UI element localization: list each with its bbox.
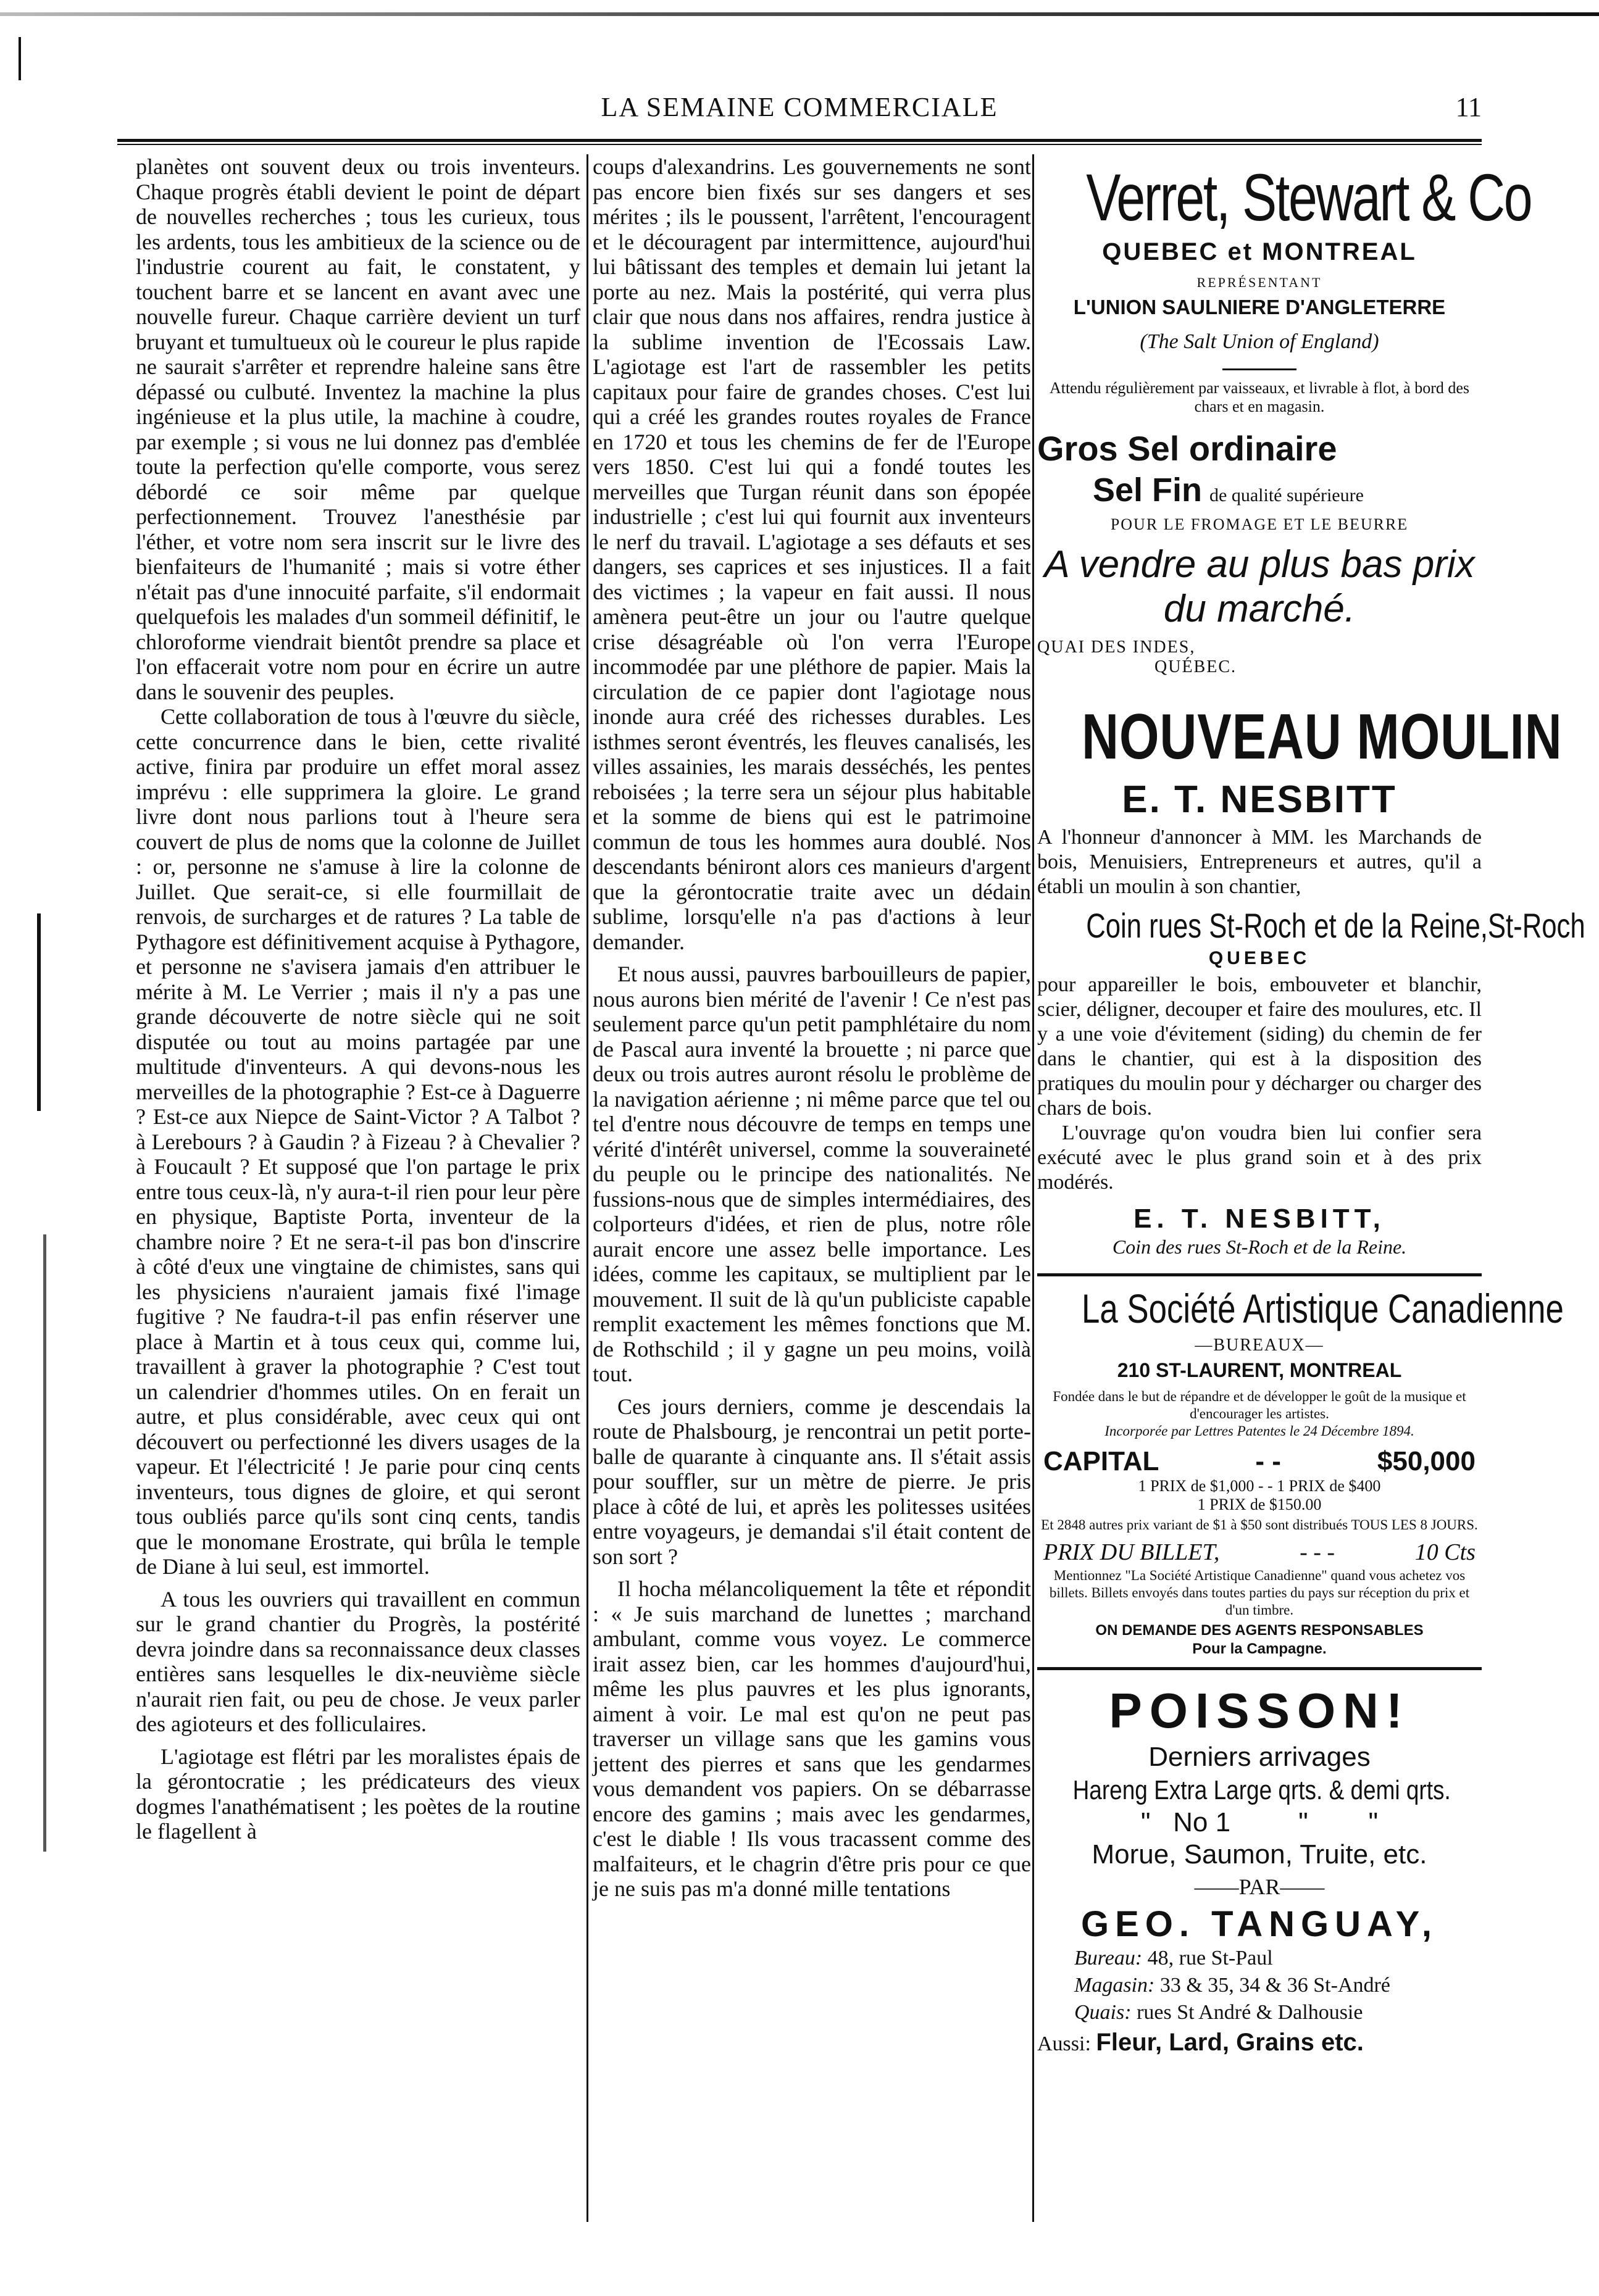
ad-qualite: de qualité supérieure [1209, 485, 1364, 505]
billet-dashes: - - - [1300, 1539, 1335, 1565]
ad-quebec: QUÉBEC. [1154, 657, 1237, 676]
article-paragraph: Et nous aussi, pauvres barbouilleurs de papier, nous aurons bien mérité de l'avenir ! Ce n'est pas seulement parce qu'un petit pamphlétaire du nom de Pascal aura inventé la brouette ; ni parce que deux ou trois autres auront résolu le problème de la navigation aérienne ; ni même parce que tel ou tel d'entre nous découvre de temps en temps une vérité d'intérêt universel, comme la souveraineté du peuple ou le principe des nationalités. Ne fussions-nous que de simples intermédiaires, des colporteurs d'idées, et rien de plus, notre rôle aurait encore une assez belle importance. Les idées, comme les capitaux, se multiplient par le mouvement. Il suit de là qu'un publiciste capable remplit exactement les mêmes fonctions que M. de Rothschild ; il y gagne un peu moins, voilà tout. [593, 962, 1031, 1386]
article-paragraph: Ces jours derniers, comme je descendais la route de Phalsbourg, je rencontrai un petit porte-balle de quarante à cinquante ans. Il s'était assis pour souffler, sur un mètre de pierre. Je pris place à côté de lui, et après les politesses usitées entre voyageurs, je demandai s'il était content de son sort ? [593, 1394, 1031, 1569]
ad-poisson-bureau [1074, 1945, 1482, 1972]
article-paragraph: A tous les ouvriers qui travaillent en commun sur le grand chantier du Progrès, la postérité devra joindre dans sa reconnaissance deux classes entières sans lesquelles le dix-neuvième siècle n'aurait rien fait, ou peu de chose. Je veux parler des agioteurs et des folliculaires. [136, 1586, 580, 1736]
capital-label: CAPITAL [1043, 1446, 1159, 1476]
ad-short-rule [1222, 368, 1296, 370]
ad-moulin-name: E. T. NESBITT [1122, 778, 1397, 821]
advertisement-column [1037, 154, 1585, 2253]
bureau-value: 48, rue St-Paul [1147, 1947, 1273, 1969]
ad-cities: QUEBEC et MONTREAL [1102, 238, 1417, 265]
ad-moulin-corner: Coin rues St-Roch et de la Reine,St-Roch [1086, 906, 1585, 945]
ad-poisson-no1: " No 1 " " [1140, 1807, 1379, 1837]
ad-quai: QUAI DES INDES, [1037, 638, 1196, 657]
ad-pour-line: POUR LE FROMAGE ET LE BEURRE [1110, 515, 1409, 533]
ad-moulin-intro: A l'honneur d'annoncer à MM. les Marchands de bois, Menuisiers, Entrepreneurs et autres, qu'il a établi un moulin à son chantier, [1037, 826, 1482, 898]
ad-societe-prize-1: 1 PRIX de $1,000 - - 1 PRIX de $400 [1138, 1477, 1381, 1495]
bureau-label: Bureau: [1074, 1947, 1143, 1969]
ad-societe-fondee: Fondée dans le but de répandre et de développer le goût de la musique et d'encourager les artistes. [1053, 1389, 1466, 1421]
capital-value: $50,000 [1377, 1446, 1476, 1476]
margin-mark-middle [37, 913, 41, 1111]
ad-societe-address: 210 ST-LAURENT, MONTREAL [1117, 1359, 1402, 1381]
ad-poisson-aussi [1037, 2029, 1482, 2057]
page-number: 11 [1455, 92, 1482, 122]
ad-societe-incorporee: Incorporée par Lettres Patentes le 24 Décembre 1894. [1104, 1423, 1414, 1439]
ad-societe-bureaux: —BUREAUX— [1195, 1336, 1324, 1355]
quais-value: rues St André & Dalhousie [1137, 2001, 1363, 2024]
ad-societe-billet [1037, 1539, 1482, 1566]
article-paragraph: Il hocha mélancoliquement la tête et répondit : « Je suis marchand de lunettes ; marchand ambulant, comme vous voyez. Le commerce irait assez bien, car les hommes d'aujourd'hui, même les plus pauvres et les plus ignorants, aiment à voir. Le mal est qu'on ne peut pas traverser un village sans que les gamins vous jettent des pierres et sans que les gendarmes vous demandent vos papiers. On se débarrasse encore des gamins ; mais avec les gendarmes, c'est le diable ! Ils vous tracassent comme des malfaiteurs, et le chagrin d'être pris pour ce que je ne suis pas m'a donné mille tentations [593, 1576, 1031, 1901]
ad-societe-agents: ON DEMANDE DES AGENTS RESPONSABLES [1095, 1622, 1424, 1639]
margin-mark-top [19, 37, 21, 80]
article-paragraph: L'agiotage est flétri par les moralistes épais de la gérontocratie ; les prédicateurs des vieux dogmes l'anathématisent ; les poètes de la routine le flagellent à [136, 1744, 580, 1844]
ad-english-name: (The Salt Union of England) [1140, 330, 1379, 353]
article-paragraph: planètes ont souvent deux ou trois inventeurs. Chaque progrès établi devient le point de départ de nouvelles recherches ; tous les curieux, tous les ardents, tous les ambitieux de la science ou de l'industrie courent au fait, le constatent, y touchent barre et se lancent en avant avec une nouvelle fureur. Chaque carrière devient un turf bruyant et tumultueux où le coureur le plus rapide ne saurait s'arrêter et reprendre haleine sans être dépassé ou culbuté. Inventez la machine la plus ingénieuse et la plus utile, la machine à coudre, par exemple ; si vous ne lui donnez pas d'emblée toute la perfection qu'elle comporte, vous serez débordé ce soir même par quelque perfectionnement. Trouvez l'anesthésie par l'éther, et votre nom sera inscrit sur le livre des bienfaiteurs de l'humanité ; mais si votre éther n'était pas d'une innocuité parfaite, s'il endormait quelquefois les malades d'un sommeil définitif, le chloroforme viendrait bientôt prendre sa place et l'on effacerait votre nom pour en écrire un autre dans le souvenir des peuples. [136, 154, 580, 704]
ad-vendre-2: du marché. [1163, 588, 1356, 630]
billet-label: PRIX DU BILLET, [1043, 1539, 1220, 1565]
magasin-value: 33 & 35, 34 & 36 St-André [1159, 1974, 1390, 1997]
ad-poisson-magasin [1074, 1972, 1482, 1999]
article-paragraph: Cette collaboration de tous à l'œuvre du siècle, cette concurrence dans le bien, cette rivalité active, finira par produire un effet moral assez imprévu : elle supprimera la gloire. Le grand livre dont nous parlions tout à l'heure sera couvert de plus de noms que la colonne de Juillet : or, personne ne s'amuse à lire la colonne de Juillet. Que serait-ce, si elle fourmillait de renvois, de surcharges et de ratures ? La table de Pythagore est définitivement acquise à Pythagore, et personne ne s'avisera jamais d'en attribuer le mérite à M. Le Verrier ; mais il n'y a pas une grande découverte de notre siècle qui ne soit disputée ou tout au moins partagée par une multitude d'inventeurs. A qui devons-nous les merveilles de la photographie ? Est-ce à Daguerre ? Est-ce aux Niepce de Saint-Victor ? A Talbot ? à Lerebours ? à Gaudin ? à Fizeau ? à Chevalier ? à Foucault ? Et supposé que l'on partage le prix entre tous ceux-là, n'y aura-t-il rien pour leur père en physique, Baptiste Porta, inventeur de la chambre noire ? Et ne sera-t-il pas bon d'inscrire à côté d'eux une vingtaine de chimistes, sans qui les physiciens n'auraient jamais fixé l'image fugitive ? Ne faudra-t-il pas enfin réserver une place à Martin et à tous ceux qui, comme lui, travaillent à graver la photographie ? C'est tout un calendrier d'hommes utiles. On en ferait un autre, et plus considérable, avec ceux qui ont découvert ou perfectionné les divers usages de la vapeur. Et l'électricité ! Je parie pour cinq cents inventeurs, tous dignes de gloire, et qui seront tous oubliés parce qu'ils sont cinq cents, tandis que le monomane Erostrate, qui brûla le temple de Diane à lui seul, est immortel. [136, 704, 580, 1579]
ad-poisson-hareng: Hareng Extra Large qrts. & demi qrts. [1072, 1775, 1451, 1805]
ad-delivery-note: Attendu régulièrement par vaisseaux, et livrable à flot, à bord des chars et en magasin. [1049, 379, 1470, 415]
ad-sel-fin: Sel Fin [1093, 472, 1203, 509]
margin-mark-lower [43, 1234, 46, 1852]
page-header [117, 86, 1482, 136]
ad-gros-sel: Gros Sel ordinaire [1037, 429, 1337, 468]
ad-poisson-par: ——PAR—— [1194, 1874, 1325, 1899]
verret-stewart-ad [1037, 160, 1532, 677]
article-paragraph: coups d'alexandrins. Les gouvernements ne sont pas encore bien fixés sur ses dangers et ses mérites ; ils le poussent, l'arrêtent, l'encouragent et le découragent par intermittence, aujourd'hui lui bâtissant des temples et demain lui jetant la porte au nez. Mais la postérité, qui verra plus clair que nous dans nos affaires, rendra justice à la sublime invention de l'Ecossais Law. L'agiotage est l'art de rassembler les petits capitaux pour faire de grandes choses. C'est lui qui a créé les grandes routes royales de France en 1720 et tous les chemins de fer de l'Europe vers 1850. C'est lui qui a fondé toutes les merveilles que Turgan réunit dans son épopée industrielle ; c'est lui qui fournit aux inventeurs le nerf du travail. L'agiotage a ses défauts et ses dangers, ses caprices et ses injustices. Il a fait des victimes ; la vapeur en fait aussi. Il nous amènera peut-être un jour ou l'autre quelque crise désagréable où l'on verra l'Europe incommodée par une pléthore de papier. Mais la circulation de ce papier dont l'agiotage nous inonde aura créé des richesses durables. Les isthmes seront éventrés, les fleuves canalisés, les villes assainies, les marais desséchés, les pentes reboisées ; la terre sera un séjour plus habitable et la somme de biens qui est le patrimoine commun de tous les hommes aura doublé. Nos descendants béniront alors ces manieurs d'argent que la gérontocratie traite avec un dédain sublime, lorsqu'elle n'a pas d'actions à leur demander. [593, 154, 1031, 954]
ad-representant: REPRÉSENTANT [1196, 275, 1322, 290]
ad-poisson-morue: Morue, Saumon, Truite, etc. [1092, 1839, 1427, 1870]
ad-moulin-signature-address: Coin des rues St-Roch et de la Reine. [1112, 1236, 1407, 1258]
aussi-value: Fleur, Lard, Grains etc. [1096, 2029, 1364, 2056]
header-rule [117, 139, 1482, 145]
ad-separator [1037, 1273, 1482, 1276]
column-divider-2 [1032, 154, 1034, 2222]
ad-sel-fin-line [1037, 471, 1482, 509]
magasin-label: Magasin: [1074, 1974, 1155, 1997]
aussi-label: Aussi: [1037, 2032, 1091, 2055]
ad-union-name: L'UNION SAULNIERE D'ANGLETERRE [1073, 296, 1446, 318]
newspaper-title: LA SEMAINE COMMERCIALE [601, 92, 998, 122]
ad-moulin-body2: L'ouvrage qu'on voudra bien lui confier sera exécuté avec le plus grand soin et à des prix modérés. [1037, 1121, 1482, 1194]
ad-poisson-title: POISSON! [1109, 1683, 1410, 1738]
ad-separator [1037, 1667, 1482, 1670]
ad-societe-prize-3: Et 2848 autres prix variant de $1 à $50 sont distribués TOUS LES 8 JOURS. [1041, 1517, 1478, 1533]
ad-societe-prize-2: 1 PRIX de $150.00 [1197, 1495, 1322, 1513]
ad-moulin-body: pour appareiller le bois, embouveter et blanchir, scier, déligner, decouper et faire des moulures, etc. Il y a une voie d'évitement (siding) du chemin de fer dans le chantier, qui est à la disposition des pratiques du moulin pour y décharger ou charger des chars de bois. [1037, 973, 1482, 1120]
ad-societe-campagne: Pour la Campagne. [1192, 1641, 1327, 1657]
billet-value: 10 Cts [1414, 1539, 1476, 1565]
ad-company-name: Verret, Stewart & Co [1086, 160, 1532, 235]
poisson-ad [1037, 1682, 1482, 2057]
ad-societe-capital [1037, 1446, 1482, 1477]
nouveau-moulin-ad [1037, 701, 1585, 1258]
article-column-1 [136, 154, 580, 2253]
quais-label: Quais: [1074, 2001, 1132, 2024]
ad-poisson-quais [1074, 1999, 1482, 2026]
ad-poisson-name: GEO. TANGUAY, [1081, 1904, 1438, 1944]
ad-moulin-title: NOUVEAU MOULIN [1082, 701, 1563, 773]
ad-poisson-derniers: Derniers arrivages [1148, 1742, 1371, 1772]
ad-moulin-signature: E. T. NESBITT, [1133, 1204, 1385, 1234]
ad-societe-mention: Mentionnez "La Société Artistique Canadienne" quand vous achetez vos billets. Billets envoyés dans toutes parties du pays sur réception du prix et d'un timbre. [1049, 1568, 1470, 1618]
capital-dashes: - - [1255, 1446, 1281, 1476]
ad-societe-title: La Société Artistique Canadienne [1082, 1286, 1564, 1331]
top-border-rule [0, 12, 1599, 16]
ad-moulin-city: QUEBEC [1208, 948, 1311, 968]
column-divider-1 [587, 154, 588, 2222]
article-column-2 [593, 154, 1031, 2253]
ad-vendre-1: A vendre au plus bas prix [1044, 543, 1475, 586]
societe-artistique-ad [1037, 1285, 1564, 1658]
